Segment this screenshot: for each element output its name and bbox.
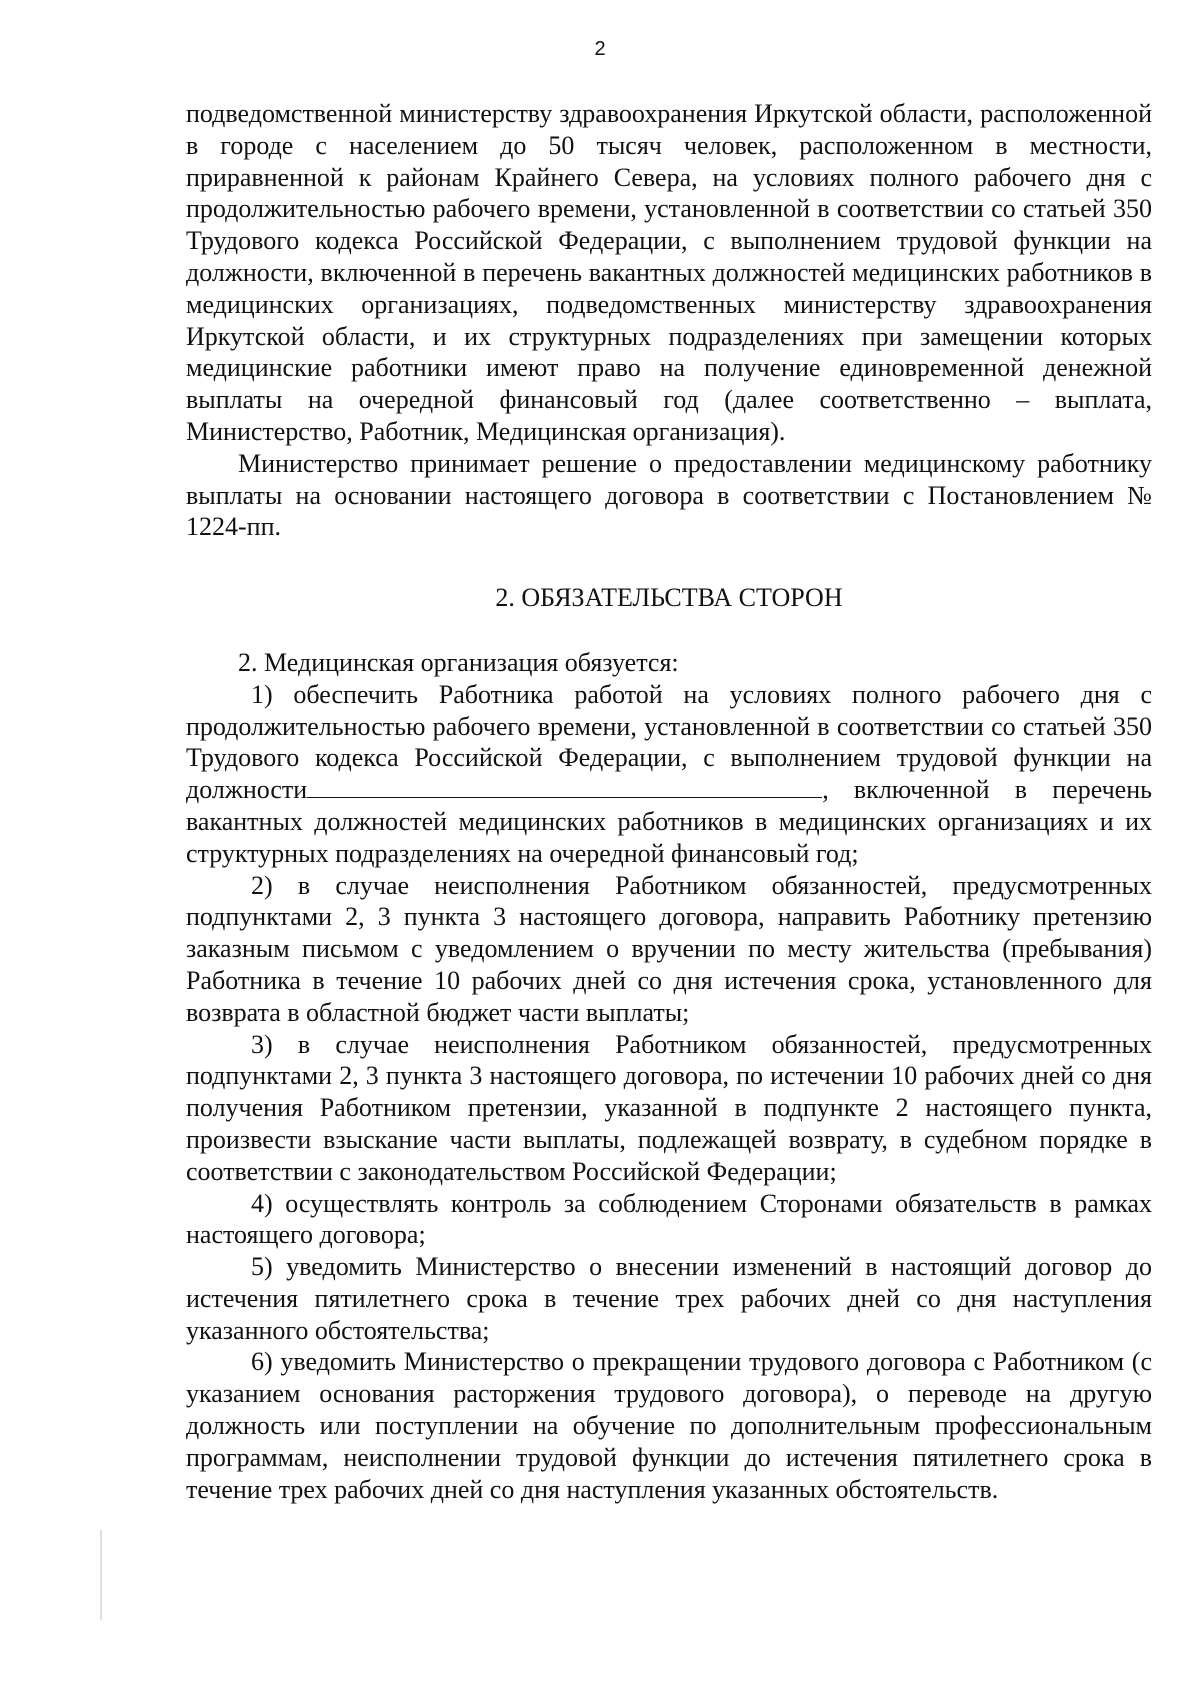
clause-item-4: 4) осуществлять контроль за соблюдением Сторонами обязательств в рамках настоящего договора; (186, 1188, 1152, 1250)
clause-item-1-comma: , (822, 775, 829, 805)
position-blank-line (307, 775, 822, 798)
clause-item-5: 5) уведомить Министерство о внесении изменений в настоящий договор до истечения пятилетнего срока в течение трех рабочих дней со дня наступления указанного обстоятельства; (186, 1252, 1152, 1345)
clause-item-6: 6) уведомить Министерство о прекращении трудового договора с Работником (с указанием основания расторжения трудового договора), о переводе на другую должность или поступлении на обучение по дополнительным профессиональным программам, неисполнении трудовой функции до истечения пятилетнего срока в течение трех рабочих дней со дня наступления указанных обстоятельств. (186, 1347, 1152, 1504)
page-number: 2 (594, 38, 606, 60)
scan-margin-mark (100, 1530, 102, 1620)
intro-paragraph-1: подведомственной министерству здравоохранения Иркутской области, расположенной в городе с населением до 50 тысяч человек, расположенном в местности, приравненной к районам Крайнего Севера, на условиях полного рабочего дня с продолжительностью рабочего времени, установленной в соответствии со статьей 350 Трудового кодекса Российской Федерации, с выполнением трудовой функции на должности, включенной в перечень вакантных должностей медицинских работников в медицинских организациях, подведомственных министерству здравоохранения Иркутской области, и их структурных подразделениях при замещении которых медицинские работники имеют право на получение единовременной денежной выплаты на очередной финансовый год (далее соответственно – выплата, Министерство, Работник, Медицинская организация). (186, 99, 1152, 446)
document-body (186, 98, 1152, 1505)
clause-item-2: 2) в случае неисполнения Работником обязанностей, предусмотренных подпунктами 2, 3 пункта 3 настоящего договора, направить Работнику претензию заказным письмом с уведомлением о вручении по месту жительства (пребывания) Работника в течение 10 рабочих дней со дня истечения срока, установленного для возврата в областной бюджет части выплаты; (186, 870, 1152, 1027)
clause-2-lead: 2. Медицинская организация обязуется: (238, 647, 679, 677)
clause-item-1 (186, 679, 1152, 870)
clause-item-1-continuation: включенной в перечень вакантных должностей медицинских работников в медицинских организациях и их структурных подразделениях на очередной финансовый год; (186, 775, 1152, 868)
clause-item-3: 3) в случае неисполнения Работником обязанностей, предусмотренных подпунктами 2, 3 пункта 3 настоящего договора, по истечении 10 рабочих дней со дня получения Работником претензии, указанной в подпункте 2 настоящего пункта, произвести взыскание части выплаты, подлежащей возврату, в судебном порядке в соответствии с законодательством Российской Федерации; (186, 1029, 1152, 1186)
section-heading: 2. ОБЯЗАТЕЛЬСТВА СТОРОН (495, 583, 843, 613)
clause-item-1-text: 1) обеспечить Работника работой на условиях полного рабочего дня с продолжительностью рабочего времени, установленной в соответствии со статьей 350 Трудового кодекса Российской Федерации, с выполнением трудовой функции на должности (186, 679, 1152, 805)
intro-paragraph-2: Министерство принимает решение о предоставлении медицинскому работнику выплаты на основании настоящего договора в соответствии с Постановлением № 1224-пп. (186, 448, 1152, 542)
